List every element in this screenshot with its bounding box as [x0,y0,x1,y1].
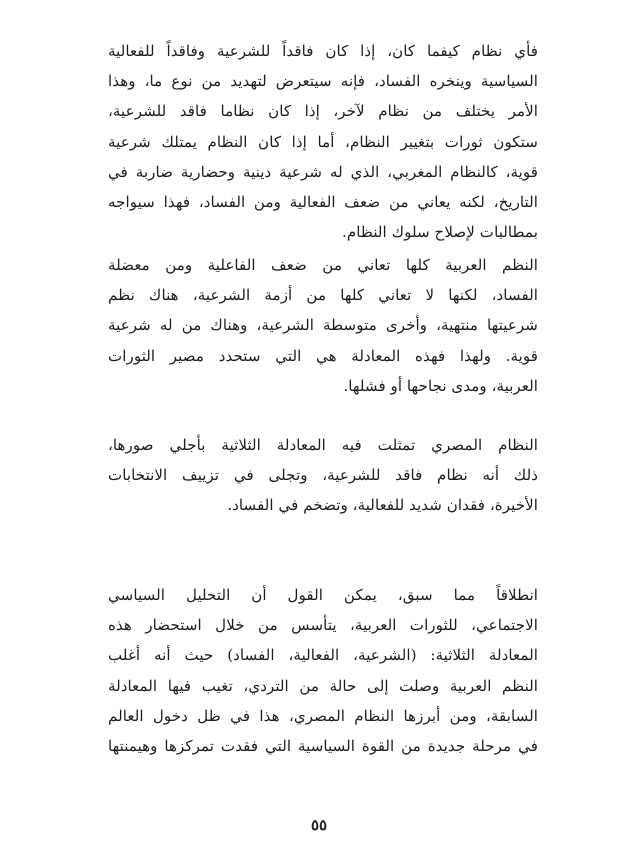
text-line: الفساد، لكنها لا تعاني كلها من أزمة الشرعية، هناك نظم [108,286,538,305]
text-line: الاجتماعي، للثورات العربية، يتأسس من خلال استحضار هذه [108,616,538,635]
text-line: انطلاقاً مما سبق، يمكن القول أن التحليل السياسي [108,586,538,604]
text-line: السياسية وينخره الفساد، فإنه سيتعرض لتهديد من نوع ما، وهذا [108,72,538,91]
text-line: الأخيرة، فقدان شديد للفعالية، وتضخم في الفساد. [227,496,538,515]
text-line: الأمر يختلف من نظام لآخر، إذا كان نظاما فاقد للشرعية، [108,102,538,121]
text-line: المعادلة الثلاثية: (الشرعية، الفعالية، الفساد) حيث أنه أغلب [108,646,538,665]
text-line: النظم العربية وصلت إلى حالة من التردي، تغيب فيها المعادلة [108,676,538,695]
paragraph-2 [108,250,538,401]
text-line: السابقة، ومن أبرزها النظام المصري، هذا في ظل دخول العالم [108,706,538,725]
paragraph-1 [108,36,538,247]
text-line: في مرحلة جديدة من القوة السياسية التي فقدت تمركزها وهيمنتها [108,737,538,756]
page-number: ٥٥ [310,816,328,834]
text-line: النظم العربية كلها تعاني من ضعف الفاعلية ومن معضلة [108,256,538,274]
text-line: التاريخ، لكنه يعاني من ضعف الفعالية ومن الفساد، فهذا سيواجه [108,193,538,212]
paragraph-3 [108,430,538,521]
text-line: ذلك أنه نظام فاقد للشرعية، وتجلى في تزييف الانتخابات [108,466,538,485]
paragraph-4 [108,580,538,761]
text-line: شرعيتها منتهية، وأخرى متوسطة الشرعية، وهناك من له شرعية [108,316,538,335]
text-line: قوية. ولهذا فهذه المعادلة هي التي ستحدد مصير الثورات [108,346,538,365]
text-line: العربية، ومدى نجاحها أو فشلها. [343,376,538,395]
text-line: النظام المصري تمثلت فيه المعادلة الثلاثية بأجلي صورها، [108,436,538,454]
text-line: ستكون ثورات بتغيير النظام، أما إذا كان النظام يمتلك شرعية [108,132,538,151]
text-line: فأي نظام كيفما كان، إذا كان فاقداً للشرعية وفاقداً للفعالية [108,42,538,60]
text-line: قوية، كالنظام المغربي، الذي له شرعية دينية وحضارية ضاربة في [108,162,538,181]
text-line: بمطالبات لإصلاح سلوك النظام. [342,223,538,242]
